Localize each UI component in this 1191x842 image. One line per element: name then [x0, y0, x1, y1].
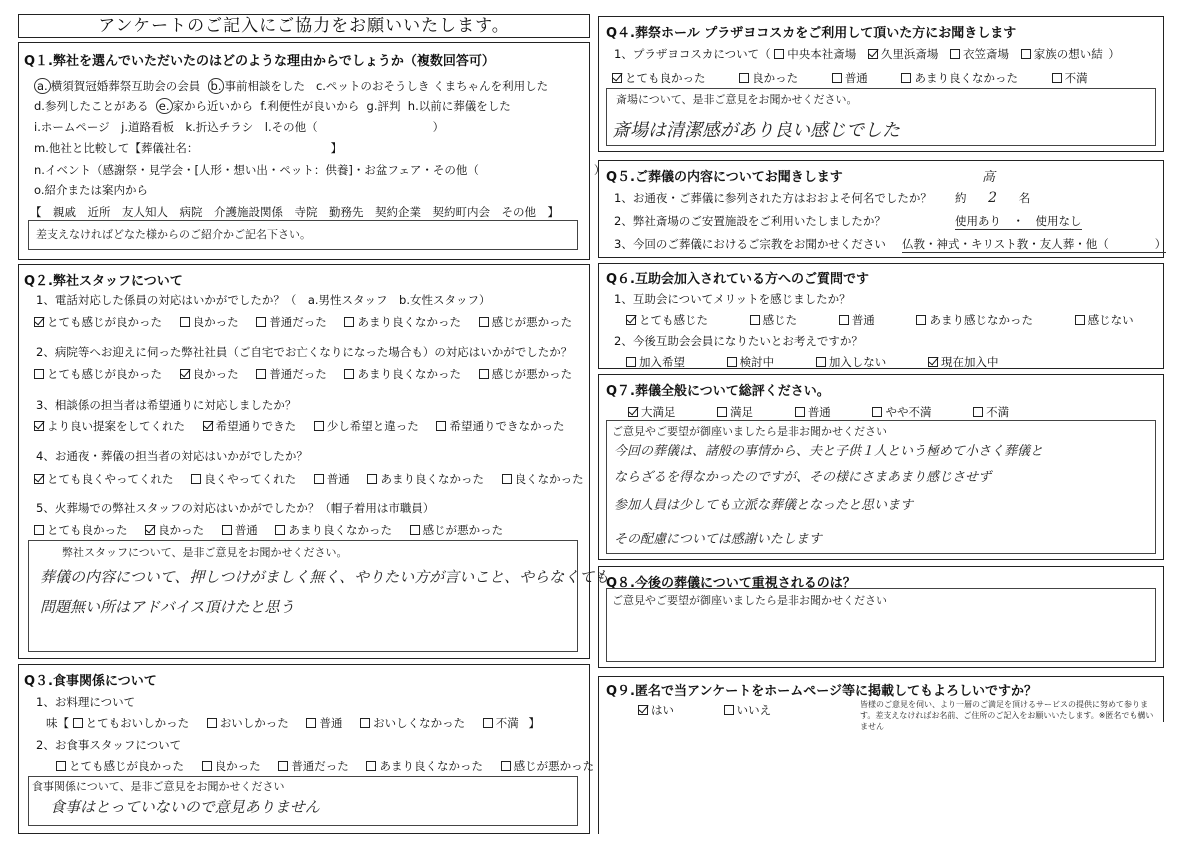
option-label: 良かった: [214, 759, 261, 773]
option-label: 良かった: [158, 523, 205, 537]
checkbox[interactable]: [34, 525, 44, 535]
q1-option-a[interactable]: a.: [34, 78, 51, 94]
checkbox[interactable]: [872, 407, 882, 417]
q2-s1-question: 1、電話対応した係員の対応はいかがでしたか？（ a.男性スタッフ b.女性スタッフ）: [36, 293, 491, 307]
q4-s1-question: [614, 46, 1120, 62]
q4-heading: Q４.葬祭ホール プラザヨコスカをご利用して頂いた方にお聞きします: [606, 26, 1017, 41]
hall-label: 家族の想い結: [1033, 47, 1103, 61]
checkbox[interactable]: [34, 317, 44, 327]
option-label: あまり良くなかった: [288, 523, 392, 537]
q8-comment-label: ご意見やご要望が御座いましたら是非お聞かせください: [612, 594, 887, 607]
q1-option-h-label: h.以前に葬儀をした: [407, 99, 511, 113]
q6-s1-options: [626, 312, 1148, 328]
checkbox[interactable]: [638, 705, 648, 715]
option-label: おいしくなかった: [373, 716, 466, 730]
option-label: 満足: [730, 405, 754, 419]
checkbox[interactable]: [628, 407, 638, 417]
q5-heading: Q５.ご葬儀の内容についてお聞きします: [606, 170, 843, 185]
option-label: 検討中: [739, 355, 775, 369]
q7-comment-line1: 今回の葬儀は、諸般の事情から、夫と子供１人という極めて小さく葬儀と: [614, 444, 1044, 459]
checkbox[interactable]: [626, 357, 636, 367]
option-label: 良かった: [752, 71, 799, 85]
q2-heading: Q２.弊社スタッフについて: [24, 274, 183, 289]
option-label: 普通: [807, 405, 831, 419]
checkbox[interactable]: [366, 761, 376, 771]
option-label: あまり良くなかった: [914, 71, 1018, 85]
q3-s2-options: [56, 758, 608, 774]
q2-comment-label: 弊社スタッフについて、是非ご意見をお聞かせください。: [62, 546, 348, 559]
checkbox[interactable]: [483, 718, 493, 728]
q6-s2-options: [626, 354, 1012, 370]
q9-options: [638, 702, 785, 718]
option-label: 良かった: [192, 367, 239, 381]
checkbox[interactable]: [34, 369, 44, 379]
q1-heading: Q１.弊社を選んでいただいたのはどのような理由からでしょうか（複数回答可）: [24, 54, 495, 69]
checkbox[interactable]: [916, 315, 926, 325]
option-label: 加入しない: [828, 355, 887, 369]
option-label: 普通だった: [269, 367, 327, 381]
option-label: 不満: [495, 716, 519, 730]
option-label: とても感じが良かった: [47, 367, 162, 381]
q1-option-g-label: g.評判: [366, 99, 401, 113]
q1-referral-label: 差支えなければどなた様からのご紹介かご記名下さい。: [36, 228, 311, 241]
checkbox[interactable]: [367, 474, 377, 484]
option-label: あまり良くなかった: [380, 472, 484, 486]
q4-s1-label: 1、プラザヨコスカについて（: [614, 47, 771, 61]
option-label: 普通: [844, 71, 868, 85]
option-label: 良くなかった: [514, 472, 584, 486]
checkbox[interactable]: [34, 421, 44, 431]
option-label: 普通だった: [269, 315, 327, 329]
option-label: いいえ: [736, 703, 772, 717]
checkbox[interactable]: [410, 525, 420, 535]
right-column-left-border: [598, 720, 599, 834]
q7-heading: Q７.葬儀全般について総評ください。: [606, 384, 830, 399]
q5-s1-question: 1、お通夜・ご葬儀に参列された方はおおよそ何名でしたか？: [614, 191, 932, 205]
q3-comment-label: 食事関係について、是非ご意見をお聞かせください: [32, 780, 285, 793]
q6-s2-question: 2、今後互助会会員になりたいとお考えですか？: [614, 334, 863, 348]
q5-s1-suffix: 名: [1018, 191, 1031, 205]
option-label: とても感じた: [639, 313, 708, 327]
checkbox[interactable]: [256, 317, 266, 327]
checkbox[interactable]: [278, 761, 288, 771]
q1-line4: m.他社と比較して【葬儀社名： 】: [34, 141, 343, 155]
q2-s5-question: 5、火葬場での弊社スタッフの対応はいかがでしたか？（帽子着用は市職員）: [36, 501, 435, 515]
q2-s2-question: 2、病院等へお迎えに伺った弊社社員（ご自宅でお亡くなりになった場合も）の対応はいかがでしたか？: [36, 345, 573, 359]
option-label: 感じが悪かった: [491, 315, 573, 329]
q1-option-b-label: 事前相談をした: [224, 79, 305, 93]
q2-s3-question: 3、相談係の担当者は希望通りに対応しましたか？: [36, 398, 297, 412]
option-label: 普通だった: [291, 759, 349, 773]
checkbox[interactable]: [207, 718, 217, 728]
checkbox[interactable]: [180, 369, 190, 379]
checkbox[interactable]: [739, 73, 749, 83]
checkbox[interactable]: [1052, 73, 1062, 83]
option-label: 少し希望と違った: [326, 419, 419, 433]
checkbox[interactable]: [750, 315, 760, 325]
option-label: とても良くやってくれた: [47, 472, 174, 486]
q1-option-e[interactable]: e.: [156, 98, 173, 114]
q1-line7: 【 親戚 近所 友人知人 病院 介護施設関係 寺院 勤務先 契約企業 契約町内会 その他 】: [30, 205, 559, 219]
q5-s1-note: 高: [982, 170, 996, 185]
q6-heading: Q６.互助会加入されている方へのご質問です: [606, 272, 869, 287]
q5-s2-question: 2、弊社斎場のご安置施設をご利用いたしましたか？: [614, 214, 886, 228]
checkbox[interactable]: [479, 369, 489, 379]
checkbox[interactable]: [314, 474, 324, 484]
q2-s4-options: [34, 471, 598, 487]
option-label: 感じが悪かった: [491, 367, 573, 381]
option-label: あまり感じなかった: [929, 313, 1033, 327]
option-label: やや不満: [885, 405, 932, 419]
q7-comment-line4: その配慮については感謝いたします: [614, 532, 822, 547]
q1-line6: o.紹介または案内から: [34, 183, 148, 197]
q9-note: 皆様のご意見を伺い、より一層のご満足を頂けるサービスの提供に努めて参ります。差支えなければお名前、ご住所のご記入をお願いいたします。※匿名でも構いません: [860, 700, 1154, 731]
checkbox[interactable]: [901, 73, 911, 83]
option-label: 感じない: [1087, 313, 1134, 327]
option-label: 普通: [234, 523, 258, 537]
checkbox[interactable]: [203, 421, 213, 431]
q9-heading: Q９.匿名で当アンケートをホームページ等に掲載してもよろしいですか？: [606, 684, 1037, 699]
q3-s1-question: 1、お料理について: [36, 695, 136, 709]
q4-comment-label: 斎場について、是非ご意見をお聞かせください。: [616, 93, 858, 106]
checkbox[interactable]: [180, 317, 190, 327]
checkbox[interactable]: [1021, 49, 1031, 59]
option-label: とても感じが良かった: [69, 759, 184, 773]
q2-s2-options: [34, 366, 586, 382]
option-label: 普通: [319, 716, 343, 730]
checkbox[interactable]: [502, 474, 512, 484]
option-label: 大満足: [641, 405, 676, 419]
q2-comment-line1: 葬儀の内容について、押しつけがましく無く、やりたい方が言いこと、やらなくても: [40, 568, 610, 586]
checkbox[interactable]: [774, 49, 784, 59]
checkbox[interactable]: [832, 73, 842, 83]
option-label: とても良かった: [625, 71, 706, 85]
q5-s2-answer[interactable]: 使用あり ・ 使用なし: [955, 214, 1082, 228]
q1-option-d-label: d.参列したことがある: [34, 99, 149, 113]
option-label: とても良かった: [47, 523, 128, 537]
q1-line3: i.ホームページ j.道路看板 k.折込チラシ l.その他（ ）: [34, 120, 445, 134]
q1-option-c-label: c.ペットのおそうしき くまちゃんを利用した: [315, 79, 549, 93]
q3-comment: 食事はとっていないので意見ありません: [50, 798, 320, 816]
checkbox[interactable]: [626, 315, 636, 325]
option-label: 感じが悪かった: [513, 759, 595, 773]
checkbox[interactable]: [145, 525, 155, 535]
q2-s5-options: [34, 522, 517, 538]
checkbox[interactable]: [816, 357, 826, 367]
checkbox[interactable]: [928, 357, 938, 367]
checkbox[interactable]: [727, 357, 737, 367]
q7-comment-line2: ならざるを得なかったのですが、その様にさまあまり感じさせず: [614, 470, 992, 485]
checkbox[interactable]: [314, 421, 324, 431]
option-label: とても感じが良かった: [47, 315, 162, 329]
q2-comment-line2: 問題無い所はアドバイス頂けたと思う: [40, 598, 295, 616]
checkbox[interactable]: [479, 317, 489, 327]
checkbox[interactable]: [344, 317, 354, 327]
option-label: 普通: [326, 472, 350, 486]
option-label: 良くやってくれた: [204, 472, 297, 486]
q1-option-a-label: 横須賀冠婚葬祭互助会の会員: [50, 79, 201, 93]
q8-heading: Q８.今後の葬儀について重視されるのは？: [606, 576, 856, 591]
q5-s1-prefix: 約: [955, 191, 967, 205]
q4-options: [612, 70, 1102, 86]
option-label: 不満: [1064, 71, 1088, 85]
q7-comment-label: ご意見やご要望が御座いましたら是非お聞かせください: [612, 425, 887, 438]
checkbox[interactable]: [868, 49, 878, 59]
checkbox[interactable]: [436, 421, 446, 431]
checkbox[interactable]: [275, 525, 285, 535]
q3-s2-question: 2、お食事スタッフについて: [36, 738, 182, 752]
q2-s3-options: [34, 418, 578, 434]
option-label: 希望通りできた: [215, 419, 297, 433]
option-label: より良い提案をしてくれた: [47, 419, 185, 433]
checkbox[interactable]: [360, 718, 370, 728]
q6-s1-question: 1、互助会についてメリットを感じましたか？: [614, 292, 851, 306]
checkbox[interactable]: [1075, 315, 1085, 325]
q3-taste-prefix: 味【: [46, 716, 69, 730]
option-label: あまり良くなかった: [379, 759, 483, 773]
q5-s1-count[interactable]: 2: [988, 190, 998, 206]
option-label: 不満: [986, 405, 1010, 419]
checkbox[interactable]: [612, 73, 622, 83]
q1-line1: [34, 78, 548, 94]
option-label: 加入希望: [639, 355, 685, 369]
page-title: アンケートのご記入にご協力をお願いいたします。: [18, 14, 590, 38]
option-label: とてもおいしかった: [85, 716, 190, 730]
checkbox[interactable]: [795, 407, 805, 417]
hall-label: 久里浜斎場: [880, 47, 939, 61]
checkbox[interactable]: [839, 315, 849, 325]
checkbox[interactable]: [973, 407, 983, 417]
hall-label: 中央本社斎場: [787, 47, 857, 61]
checkbox[interactable]: [73, 718, 83, 728]
q5-s3-question: 3、今回のご葬儀におけるご宗教をお聞かせください: [614, 237, 886, 251]
q5-s1-answer: [955, 190, 1030, 206]
q1-option-b[interactable]: b.: [208, 78, 225, 94]
checkbox[interactable]: [306, 718, 316, 728]
q7-comment-line3: 参加人員は少しても立派な葬儀となったと思います: [614, 498, 914, 513]
checkbox[interactable]: [191, 474, 201, 484]
option-label: おいしかった: [219, 716, 289, 730]
q1-option-f-label: f.利便性が良いから: [260, 99, 360, 113]
option-label: はい: [651, 703, 674, 717]
hall-label: 衣笠斎場: [963, 47, 1010, 61]
option-label: 希望通りできなかった: [449, 419, 565, 433]
q4-s1-end: ）: [1108, 47, 1120, 61]
q2-s4-question: 4、お通夜・葬儀の担当者の対応はいかがでしたか？: [36, 449, 308, 463]
q3-heading: Q３.食事関係について: [24, 674, 157, 689]
option-label: あまり良くなかった: [357, 315, 461, 329]
q7-options: [628, 404, 1023, 420]
checkbox[interactable]: [724, 705, 734, 715]
q5-s3-answer[interactable]: 仏教・神式・キリスト教・友人葬・他（ ）: [902, 237, 1167, 251]
option-label: 良かった: [192, 315, 239, 329]
checkbox[interactable]: [34, 474, 44, 484]
q1-line2: [34, 98, 511, 114]
checkbox[interactable]: [950, 49, 960, 59]
q3-s1-options: [46, 715, 540, 731]
checkbox[interactable]: [501, 761, 511, 771]
checkbox[interactable]: [717, 407, 727, 417]
checkbox[interactable]: [202, 761, 212, 771]
q1-line5: n.イベント（感謝祭・見学会・[人形・想い出・ペット：供養]・お盆フェア・その他（ ）: [34, 163, 606, 177]
option-label: 感じた: [762, 313, 798, 327]
q3-taste-suffix: 】: [528, 716, 540, 730]
q2-s1-options: [34, 314, 586, 330]
checkbox[interactable]: [222, 525, 232, 535]
checkbox[interactable]: [344, 369, 354, 379]
checkbox[interactable]: [256, 369, 266, 379]
checkbox[interactable]: [56, 761, 66, 771]
q1-option-e-label: 家から近いから: [172, 99, 254, 113]
option-label: 現在加入中: [940, 355, 999, 369]
q4-comment: 斎場は清潔感があり良い感じでした: [612, 120, 900, 141]
option-label: 普通: [851, 313, 875, 327]
option-label: 感じが悪かった: [422, 523, 504, 537]
option-label: あまり良くなかった: [357, 367, 461, 381]
